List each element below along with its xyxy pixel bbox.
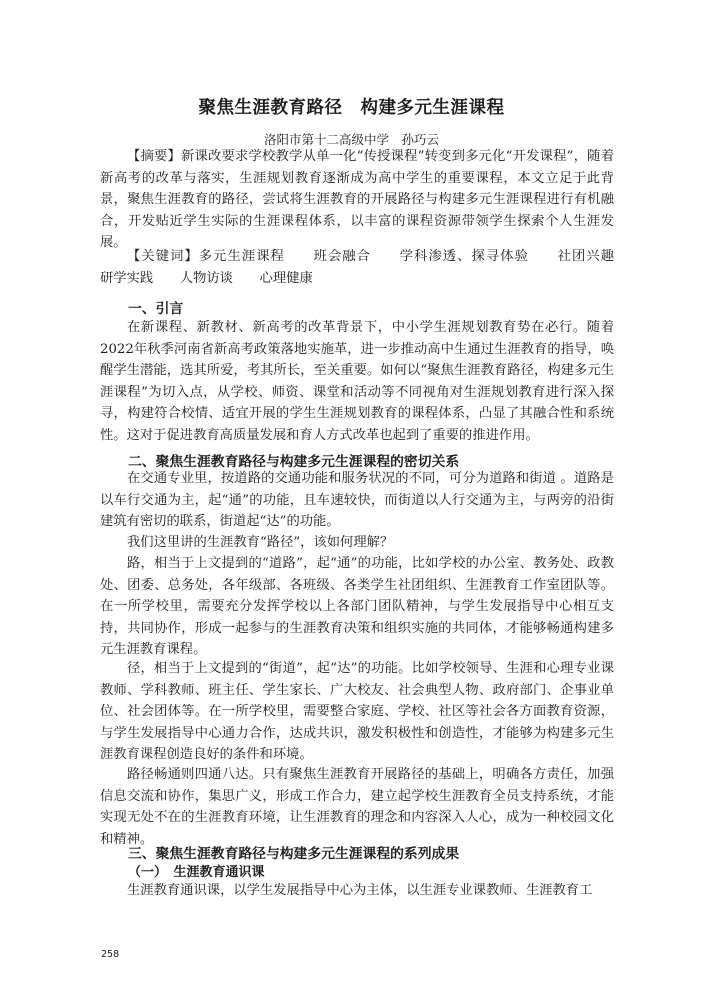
paragraph-question: 我们这里讲的生涯教育“路径”，该如何理解？ [127,535,394,550]
introduction-paragraph: 在新课程、新教材、新高考的改革背景下，中小学生涯规划教育势在必行。随着2022年秋季河南省新高考政策落地实施革，进一步推动高中生通过生涯教育的指导，唤醒学生潜能，选其所爱，考其所长，至关重要。如何以“聚焦生涯教育路径，构建多元生涯课程”为切入点，从学校、师资、课堂和活动等不同视角对生涯规划教育进行深入探寻，构建符合校情、适宜开展的学生生涯规划教育的课程体系，凸显了其融合性和系统性。这对于促进教育高质量发展和育人方式改革也起到了重要的推进作用。 [100,320,614,443]
paragraph-path: 径，相当于上文提到的“街道”，起“达”的功能。比如学校领导、生涯和心理专业课教师、学科教师、班主任、学生家长、广大校友、社会典型人物、政府部门、企事业单位、社会团体等。在一所学校里，需要整合家庭、学校、社区等社会各方面教育资源，与学生发展指导中心通力合作，达成共识，激发积极性和创造性，才能够为构建多元生涯教育课程创造良好的条件和环境。 [100,661,614,763]
section-heading-relationship: 二、聚焦生涯教育路径与构建多元生涯课程的密切关系 [128,454,460,470]
page-number: 258 [101,949,120,960]
keywords-paragraph: 【关键词】多元生涯课程 班会融合 学科渗透、探寻体验 社团兴趣 研学实践 人物访谈 心理健康 [100,249,641,286]
document-title: 聚焦生涯教育路径 构建多元生涯课程 [198,98,505,118]
paragraph-general-course: 生涯教育通识课，以学生发展指导中心为主体，以生涯专业课教师、生涯教育工 [127,883,593,898]
abstract-paragraph: 【摘要】新课改要求学校教学从单一化“传授课程”转变到多元化“开发课程”，随着新高考的改革与落实，生涯规划教育逐渐成为高中学生的重要课程，本文立足于此背景，聚焦生涯教育的路径，尝试将生涯教育的开展路径与构建多元生涯课程进行有机融合，开发贴近学生实际的生涯课程体系，以丰富的课程资源带领学生探索个人生涯发展。 [100,149,614,251]
author-line: 洛阳市第十二高级中学 孙巧云 [263,132,439,147]
paragraph-smooth-path: 路径畅通则四通八达。只有聚焦生涯教育开展路径的基础上，明确各方责任，加强信息交流和协作，集思广义，形成工作合力，建立起学校生涯教育全员支持系统，才能实现无处不在的生涯教育环境，让生涯教育的理念和内容深入人心，成为一种校园文化和精神。 [100,767,614,847]
paragraph-road: 路，相当于上文提到的“道路”，起“通”的功能，比如学校的办公室、教务处、政教处、团委、总务处，各年级部、各班级、各类学生社团组织、生涯教育工作室团队等。在一所学校里，需要充分发挥学校以上各部门团队精神，与学生发展指导中心相互支持，共同协作，形成一起参与的生涯教育决策和组织实施的共同体，才能够畅通构建多元生涯教育课程。 [100,556,614,658]
section-heading-introduction: 一、引言 [128,301,184,317]
subsection-heading-general-course: （一） 生涯教育通识课 [128,865,265,880]
section-heading-achievements: 三、聚焦生涯教育路径与构建多元生涯课程的系列成果 [128,846,460,862]
paragraph-traffic-analogy: 在交通专业里，按道路的交通功能和服务状况的不同，可分为道路和街道 。道路是以车行交通为主，起“通”的功能，且车速较快，而街道以人行交通为主，与两旁的沿街建筑有密切的联系，街道起“达”的功能。 [100,471,614,530]
